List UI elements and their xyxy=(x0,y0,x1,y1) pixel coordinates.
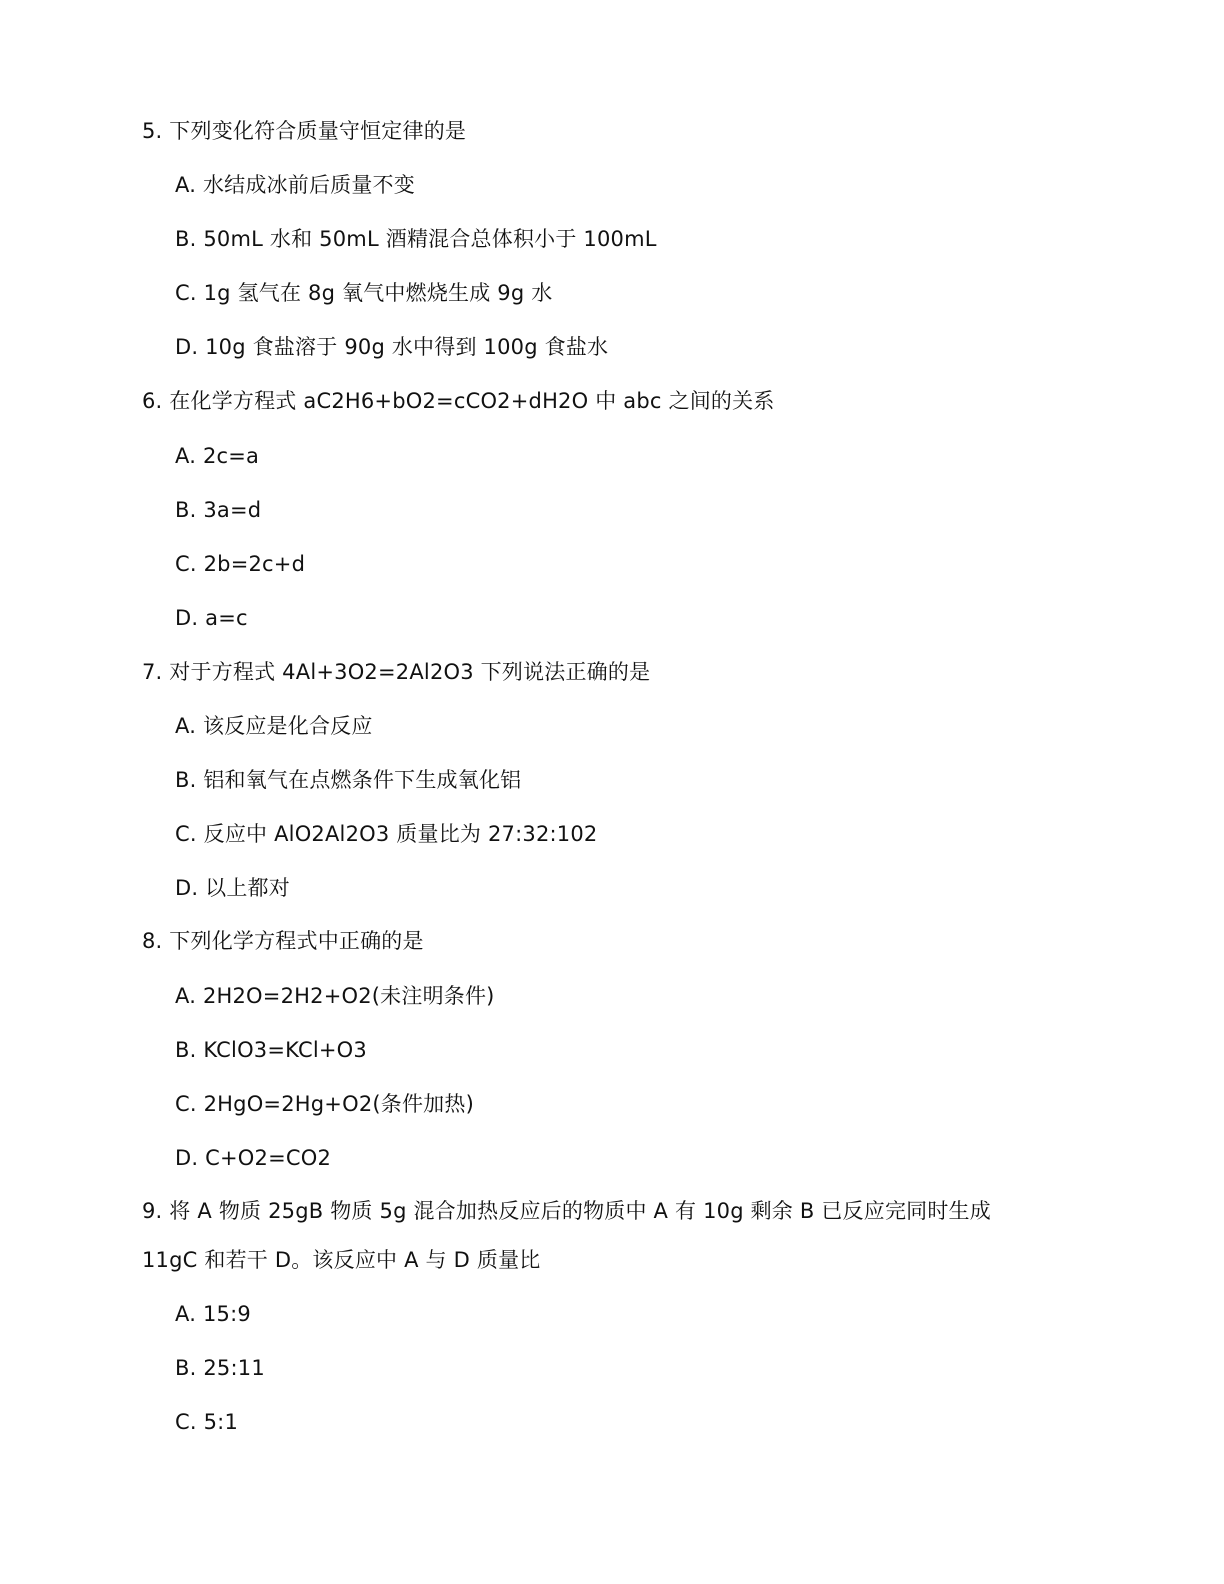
question-9-option-b: B. 25:11 xyxy=(175,1356,265,1380)
question-6-stem: 6. 在化学方程式 aC2H6+bO2=cCO2+dH2O 中 abc 之间的关系 xyxy=(142,389,775,413)
question-7-option-b: B. 铝和氧气在点燃条件下生成氧化铝 xyxy=(175,768,522,792)
question-8-option-b: B. KClO3=KCl+O3 xyxy=(175,1038,367,1062)
question-8-option-a: A. 2H2O=2H2+O2(未注明条件) xyxy=(175,984,495,1008)
question-7-option-c: C. 反应中 AlO2Al2O3 质量比为 27:32:102 xyxy=(175,822,598,846)
question-5-stem: 5. 下列变化符合质量守恒定律的是 xyxy=(142,119,467,143)
question-7-stem: 7. 对于方程式 4Al+3O2=2Al2O3 下列说法正确的是 xyxy=(142,660,651,684)
question-6-option-c: C. 2b=2c+d xyxy=(175,552,306,576)
question-6-option-a: A. 2c=a xyxy=(175,444,260,468)
question-9-stem-line-1: 9. 将 A 物质 25gB 物质 5g 混合加热反应后的物质中 A 有 10g 剩余 B 已反应完同时生成 xyxy=(142,1199,991,1223)
question-9-option-a: A. 15:9 xyxy=(175,1302,251,1326)
question-9-stem-line-2: 11gC 和若干 D。该反应中 A 与 D 质量比 xyxy=(142,1248,541,1272)
question-5-option-a: A. 水结成冰前后质量不变 xyxy=(175,173,415,197)
question-5-option-d: D. 10g 食盐溶于 90g 水中得到 100g 食盐水 xyxy=(175,335,609,359)
question-6-option-d: D. a=c xyxy=(175,606,248,630)
question-8-option-c: C. 2HgO=2Hg+O2(条件加热) xyxy=(175,1092,474,1116)
question-9-option-c: C. 5:1 xyxy=(175,1410,239,1434)
question-8-option-d: D. C+O2=CO2 xyxy=(175,1146,332,1170)
question-6-option-b: B. 3a=d xyxy=(175,498,262,522)
question-8-stem: 8. 下列化学方程式中正确的是 xyxy=(142,929,424,953)
question-5-option-b: B. 50mL 水和 50mL 酒精混合总体积小于 100mL xyxy=(175,227,657,251)
question-7-option-a: A. 该反应是化合反应 xyxy=(175,714,373,738)
question-5-option-c: C. 1g 氢气在 8g 氧气中燃烧生成 9g 水 xyxy=(175,281,553,305)
question-7-option-d: D. 以上都对 xyxy=(175,876,290,900)
